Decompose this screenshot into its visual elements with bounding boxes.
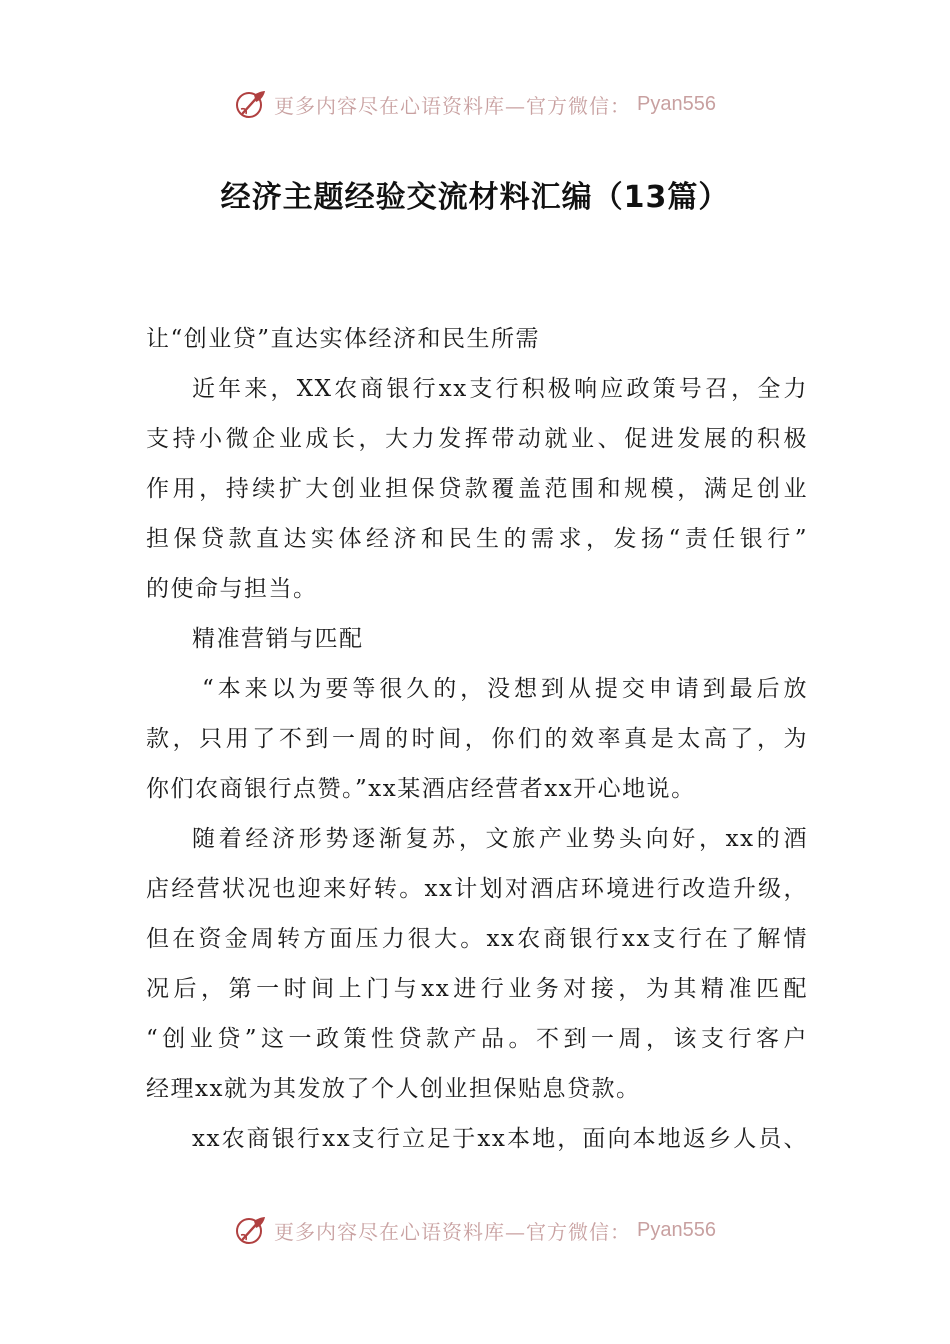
body-line: 支持小微企业成长，大力发挥带动就业、促进发展的积极 <box>146 426 808 452</box>
section-heading: 让“创业贷”直达实体经济和民生所需 <box>146 326 541 352</box>
body-line: 但在资金周转方面压力很大。xx农商银行xx支行在了解情 <box>146 926 808 952</box>
body-line: 款，只用了不到一周的时间，你们的效率真是太高了，为 <box>146 726 808 752</box>
body-line: 随着经济形势逐渐复苏，文旅产业势头向好，xx的酒 <box>192 826 808 852</box>
quill-logo-icon <box>234 1213 268 1247</box>
body-line: 你们农商银行点赞。”xx某酒店经营者xx开心地说。 <box>146 776 696 802</box>
header-watermark <box>0 84 950 124</box>
body-line: 况后，第一时间上门与xx进行业务对接，为其精准匹配 <box>146 976 808 1002</box>
body-line: xx农商银行xx支行立足于xx本地，面向本地返乡人员、 <box>192 1126 808 1152</box>
sub-heading: 精准营销与匹配 <box>192 626 364 652</box>
watermark-wechat-id: Pyan556 <box>637 92 716 115</box>
watermark-text: 更多内容尽在心语资料库—官方微信： <box>274 1219 632 1244</box>
footer-watermark <box>0 1210 950 1250</box>
body-line: 近年来，XX农商银行xx支行积极响应政策号召，全力 <box>192 376 808 402</box>
body-line: 作用，持续扩大创业担保贷款覆盖范围和规模，满足创业 <box>146 476 808 502</box>
body-line: 的使命与担当。 <box>146 576 318 602</box>
body-line: “本来以为要等很久的，没想到从提交申请到最后放 <box>202 676 808 702</box>
body-line: 经理xx就为其发放了个人创业担保贴息贷款。 <box>146 1076 641 1102</box>
body-line: 店经营状况也迎来好转。xx计划对酒店环境进行改造升级， <box>146 876 808 902</box>
watermark-wechat-id: Pyan556 <box>637 1218 716 1241</box>
body-line: 担保贷款直达实体经济和民生的需求，发扬“责任银行” <box>146 526 808 552</box>
quill-logo-icon <box>234 87 268 121</box>
watermark-text: 更多内容尽在心语资料库—官方微信： <box>274 93 632 118</box>
document-body <box>146 314 808 1164</box>
body-line: “创业贷”这一政策性贷款产品。不到一周，该支行客户 <box>146 1026 808 1052</box>
document-title: 经济主题经验交流材料汇编（13篇） <box>220 180 730 215</box>
